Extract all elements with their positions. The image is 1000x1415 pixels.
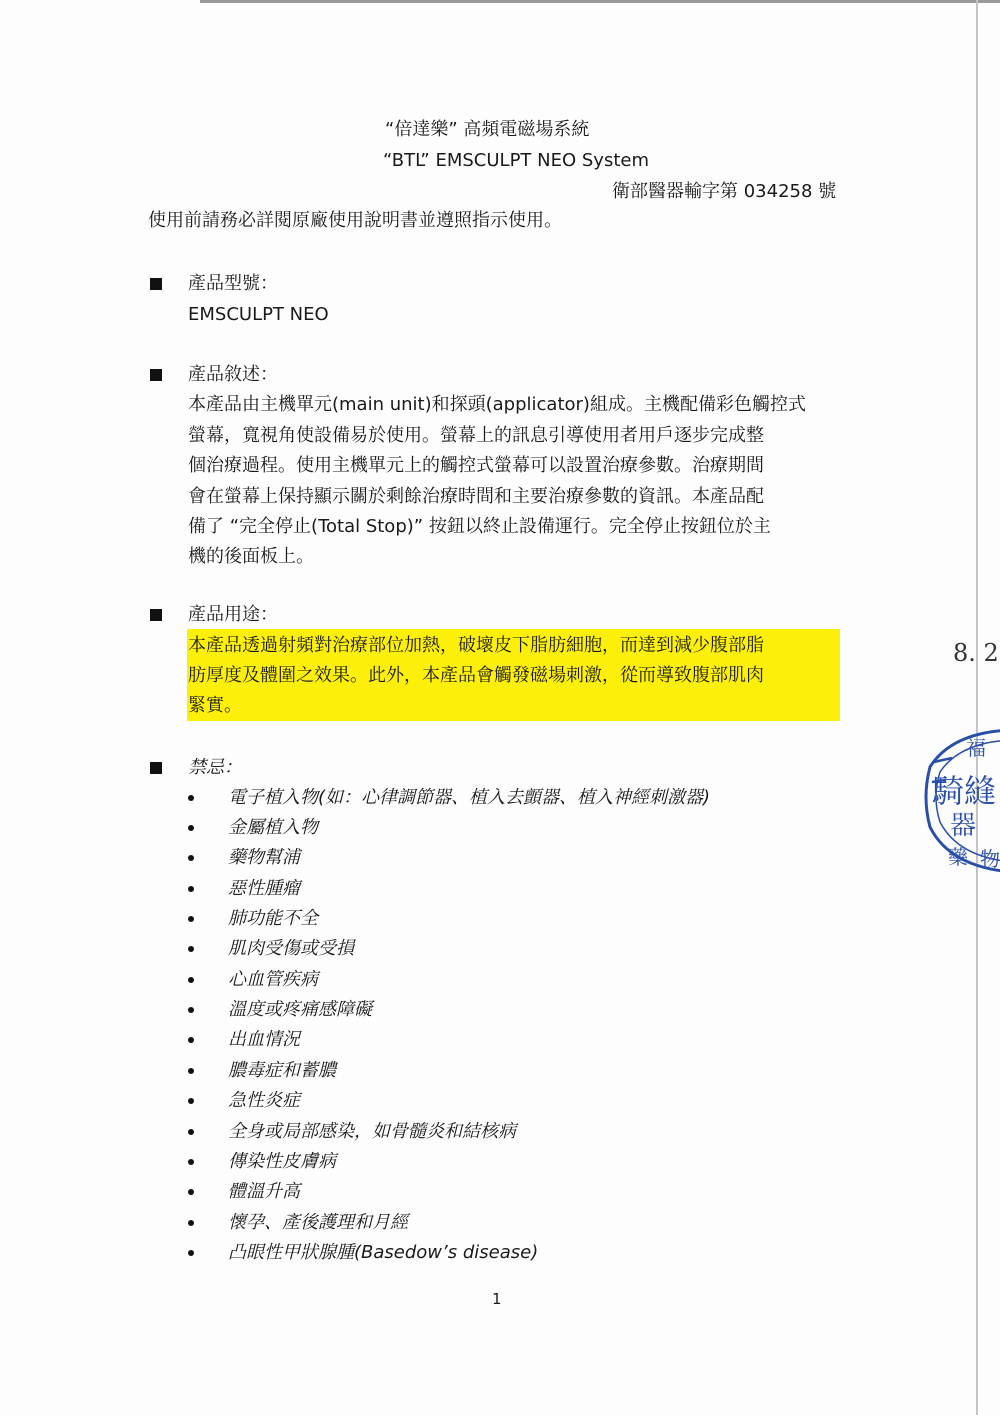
description-line: 個治療過程。使用主機單元上的觸控式螢幕可以設置治療參數。治療期間	[188, 455, 764, 476]
seal-stamp	[922, 722, 1000, 877]
list-bullet	[188, 855, 194, 861]
list-bullet	[188, 1068, 194, 1074]
description-line: 螢幕，寬視角使設備易於使用。螢幕上的訊息引導使用者用戶逐步完成整	[188, 425, 764, 446]
page-number: 1	[492, 1290, 502, 1308]
list-bullet	[188, 977, 194, 983]
intended-use-heading: 產品用途：	[188, 604, 278, 625]
contraindication-item: 肺功能不全	[228, 908, 318, 929]
list-bullet	[188, 825, 194, 831]
contraindication-item: 溫度或疼痛感障礙	[228, 999, 372, 1020]
contraindication-item: 肌肉受傷或受損	[228, 938, 354, 959]
contraindication-item: 惡性腫瘤	[228, 878, 300, 899]
list-bullet	[188, 795, 194, 801]
contraindication-item: 藥物幫浦	[228, 847, 300, 868]
contraindication-item: 心血管疾病	[228, 969, 318, 990]
list-bullet	[188, 1037, 194, 1043]
model-heading: 產品型號：	[188, 273, 278, 294]
contraindication-item: 出血情況	[228, 1029, 300, 1050]
contraindication-item: 全身或局部感染，如骨髓炎和結核病	[228, 1121, 516, 1142]
license-number: 衛部醫器輸字第 034258 號	[612, 181, 837, 202]
list-bullet	[188, 916, 194, 922]
list-bullet	[188, 1189, 194, 1195]
contraindication-item: 體溫升高	[228, 1181, 300, 1202]
list-bullet	[188, 1159, 194, 1165]
description-line: 機的後面板上。	[188, 546, 314, 567]
scan-edge-top	[200, 0, 1000, 3]
list-bullet	[188, 1250, 194, 1256]
list-bullet	[188, 1007, 194, 1013]
stamp-char: 器	[950, 811, 977, 841]
list-bullet	[188, 886, 194, 892]
margin-mark: 8. 2	[953, 639, 999, 667]
description-heading: 產品敘述：	[188, 364, 278, 385]
section-bullet	[150, 278, 162, 290]
section-bullet	[150, 369, 162, 381]
contraindication-item: 凸眼性甲狀腺腫(Basedow’s disease)	[228, 1242, 539, 1263]
description-line: 備了 “完全停止(Total Stop)” 按鈕以終止設備運行。完全停止按鈕位於主	[188, 516, 771, 537]
list-bullet	[188, 1129, 194, 1135]
contraindication-item: 電子植入物(如：心律調節器、植入去顫器、植入神經刺激器)	[228, 787, 711, 808]
usage-instruction: 使用前請務必詳閱原廠使用說明書並遵照指示使用。	[148, 210, 562, 231]
scan-edge-right	[976, 0, 978, 1415]
contraindication-item: 膿毒症和蓄膿	[228, 1060, 336, 1081]
contraindications-heading: 禁忌：	[188, 757, 242, 778]
title-chinese: “倍達樂” 高頻電磁場系統	[385, 119, 590, 140]
stamp-char: 藥	[948, 845, 968, 869]
contraindication-item: 傳染性皮膚病	[228, 1151, 336, 1172]
contraindication-item: 金屬植入物	[228, 817, 318, 838]
model-value: EMSCULPT NEO	[188, 304, 329, 325]
title-english: “BTL” EMSCULPT NEO System	[383, 150, 649, 171]
list-bullet	[188, 946, 194, 952]
list-bullet	[188, 1098, 194, 1104]
description-line: 本產品由主機單元(main unit)和探頭(applicator)組成。主機配備彩色觸控式	[188, 394, 806, 415]
section-bullet	[150, 609, 162, 621]
intended-use-line: 緊實。	[188, 695, 242, 716]
stamp-char: 物	[980, 847, 1000, 871]
intended-use-line: 肪厚度及體圍之效果。此外，本產品會觸發磁場刺激，從而導致腹部肌肉	[188, 665, 764, 686]
contraindication-item: 急性炎症	[228, 1090, 300, 1111]
contraindication-item: 懷孕、產後護理和月經	[228, 1212, 408, 1233]
description-line: 會在螢幕上保持顯示關於剩餘治療時間和主要治療參數的資訊。本產品配	[188, 486, 764, 507]
stamp-char: 騎縫	[932, 772, 997, 810]
list-bullet	[188, 1220, 194, 1226]
section-bullet	[150, 762, 162, 774]
stamp-char: 福	[966, 736, 986, 760]
intended-use-line: 本產品透過射頻對治療部位加熱，破壞皮下脂肪細胞，而達到減少腹部脂	[188, 635, 764, 656]
